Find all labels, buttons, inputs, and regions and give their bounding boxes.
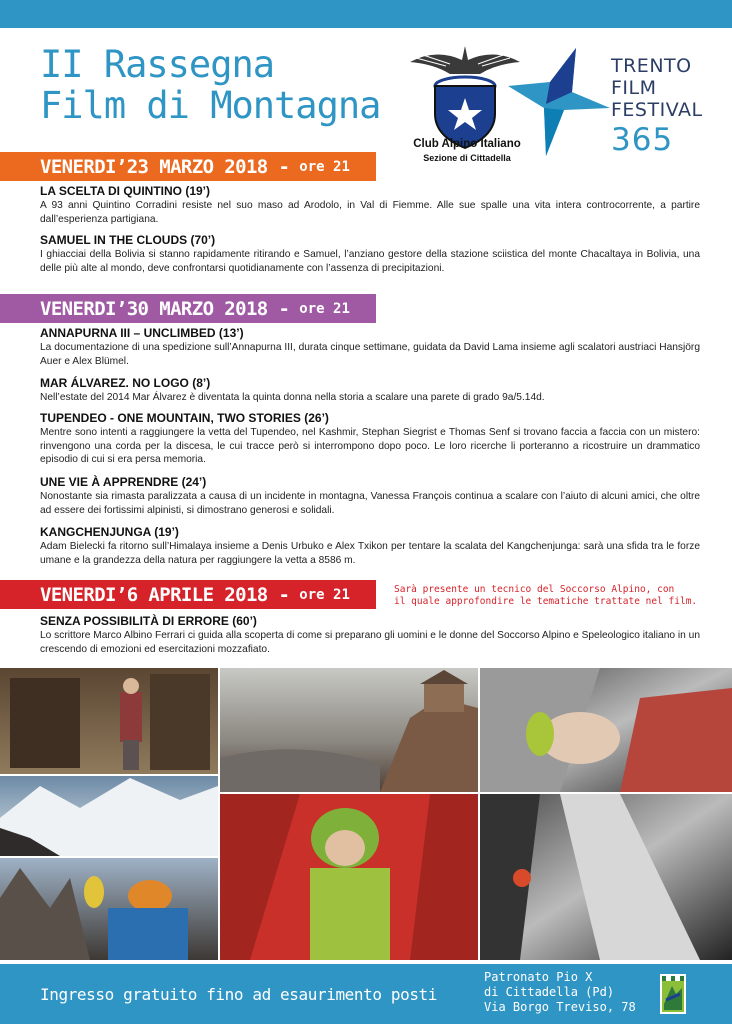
film-title: TUPENDEO - ONE MOUNTAIN, TWO STORIES (26’): [40, 411, 329, 425]
film-item: [40, 184, 700, 226]
film-title: MAR ÁLVAREZ. NO LOGO (8’): [40, 376, 211, 390]
film-item: [40, 411, 700, 467]
date-time: ore 21: [299, 586, 350, 603]
date-bar-6-aprile: [0, 580, 376, 609]
film-title: LA SCELTA DI QUINTINO (19’): [40, 184, 210, 198]
film-item: [40, 475, 700, 517]
venue-line-2: di Cittadella (Pd): [484, 985, 615, 999]
tff-wordmark: [611, 55, 703, 121]
title-line-1: II Rassegna: [40, 43, 275, 86]
film-title: SENZA POSSIBILITÀ DI ERRORE (60’): [40, 614, 257, 628]
cai-section: Sezione di Cittadella: [423, 153, 511, 163]
film-description: Lo scrittore Marco Albino Ferrari ci guida alla scoperta di come si preparano gli uomini e le donne del Soccorso Alpino e Speleologico italiano in un crescendo di emozioni ed esercitazioni mozzafiato.: [40, 630, 700, 655]
film-description: A 93 anni Quintino Corradini resiste nel suo maso ad Arodolo, in Val di Fiemme. Alle sue spalle una vita intera controcorrente, a partire dall’esperienza partigiana.: [40, 200, 700, 225]
photo-mountaineer: [0, 858, 218, 960]
film-title: SAMUEL IN THE CLOUDS (70’): [40, 233, 216, 247]
film-title: KANGCHENJUNGA (19’): [40, 525, 179, 539]
tff-line-3: FESTIVAL: [611, 99, 703, 121]
title-line-2: Film di Montagna: [40, 84, 381, 127]
film-description: I ghiacciai della Bolivia si stanno rapidamente ritirando e Samuel, l’anziano gestore della stazione sciistica del monte Chacaltaya in Bolivia, una delle più alte al mondo, deve confrontarsi quotidianamente con l’assenza di precipitazioni.: [40, 249, 700, 274]
photo-collage: [0, 668, 732, 960]
photo-mountain-hut: [220, 668, 478, 792]
tff-line-1: TRENTO: [611, 55, 692, 77]
film-item: [40, 614, 700, 656]
free-entry-text: Ingresso gratuito fino ad esaurimento posti: [40, 985, 438, 1004]
film-title: UNE VIE À APPRENDRE (24’): [40, 475, 207, 489]
photo-quintino: [0, 668, 218, 774]
film-description: Mentre sono intenti a raggiungere la vetta del Tupendeo, nel Kashmir, Stephan Siegrist e Thomas Senf si trovano faccia a faccia con un mistero: rinvengono una corda per la discesa, le cui tracce però si interrompono dopo poco. Le loro ricerche li porteranno a ricostruire un drammatico episodio di cui si era persa memoria.: [40, 427, 700, 465]
date-bar-23-marzo: [0, 152, 376, 181]
date-label: VENERDI’6 APRILE 2018 -: [40, 583, 290, 606]
top-banner-bar: [0, 0, 732, 28]
venue-line-3: Via Borgo Treviso, 78: [484, 1000, 636, 1014]
date-label: VENERDI’23 MARZO 2018 -: [40, 155, 290, 178]
film-item: [40, 376, 700, 405]
photo-glacier: [0, 776, 218, 856]
film-item: [40, 233, 700, 275]
date-time: ore 21: [299, 158, 350, 175]
trento-film-festival-star-icon: [506, 46, 612, 158]
film-description: Adam Bielecki fa ritorno sull’Himalaya insieme a Denis Urbuko e Alex Txikon per tentare la scalata del Kangchenjunga: sarà una sfida tra le forze umane e la grandezza della natura per raggiungere la vetta a 8586 m.: [40, 541, 700, 566]
film-description: La documentazione di una spedizione sull’Annapurna III, durata cinque settimane, guidata da David Lama insieme agli scalatori austriaci Hansjörg Auer e Alex Blümel.: [40, 342, 700, 367]
photo-red-tent: [220, 794, 478, 960]
date-label: VENERDI’30 MARZO 2018 -: [40, 297, 290, 320]
photo-climber-hands: [480, 668, 732, 792]
soccorso-alpino-note: [394, 584, 724, 608]
photo-rock-wall: [480, 794, 732, 960]
film-title: ANNAPURNA III – UNCLIMBED (13’): [40, 326, 244, 340]
note-line-1: Sarà presente un tecnico del Soccorso Alpino, con: [394, 584, 675, 595]
venue-address: [484, 970, 636, 1015]
film-description: Nell’estate del 2014 Mar Álvarez è diventata la quinta donna nella storia a scalare una parete di grado 9a/5.14d.: [40, 392, 545, 403]
poster-title: [40, 44, 380, 126]
date-bar-30-marzo: [0, 294, 376, 323]
film-item: [40, 525, 700, 567]
film-item: [40, 326, 700, 368]
date-time: ore 21: [299, 300, 350, 317]
note-line-2: il quale approfondire le tematiche trattate nel film.: [394, 596, 698, 607]
cai-name: Club Alpino Italiano: [413, 138, 521, 150]
venue-line-1: Patronato Pio X: [484, 970, 593, 984]
film-description: Nonostante sia rimasta paralizzata a causa di un incidente in montagna, Vanessa François continua a scalare con l’aiuto di alcuni amici, che oltre ad essere dei fortissimi alpinisti, si dimostrano generosi e solidali.: [40, 491, 700, 516]
tff-line-2: FILM: [611, 77, 657, 99]
cittadella-tower-logo-icon: [660, 974, 686, 1014]
tff-number: 365: [611, 122, 674, 158]
